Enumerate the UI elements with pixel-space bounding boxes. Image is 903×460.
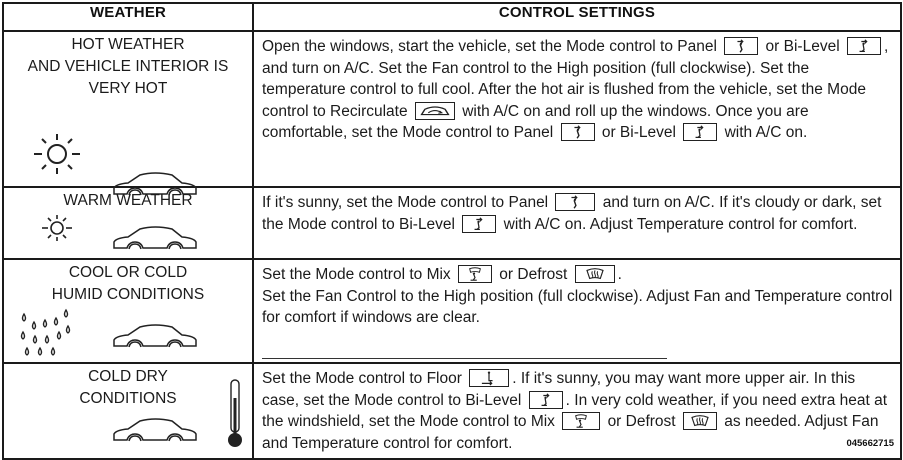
- table-header-row: [3, 3, 901, 31]
- settings-text: [262, 36, 894, 144]
- floor-mode-icon: [469, 369, 509, 387]
- settings-text-segment: or Bi-Level: [765, 38, 840, 55]
- car-icon: [110, 322, 200, 352]
- mix-mode-icon: [562, 412, 600, 430]
- car-icon: [110, 416, 200, 446]
- weather-cell-warm: [3, 187, 253, 259]
- settings-text-segment: . If it's sunny, you may want more upper air. In this case, set the Mode control to Bi-Level: [262, 370, 856, 409]
- settings-text-segment: Set the Mode control to Floor: [262, 370, 462, 387]
- panel-mode-icon: [724, 37, 758, 55]
- raindrops-icon: [18, 306, 74, 360]
- separator-line: [262, 358, 667, 359]
- settings-cell-warm: [253, 187, 901, 259]
- settings-text: [262, 192, 894, 235]
- weather-label: HOT WEATHER AND VEHICLE INTERIOR IS VERY HOT: [27, 36, 229, 97]
- sun-large-icon: [30, 130, 84, 178]
- settings-text-segment: Set the Mode control to Mix: [262, 266, 451, 283]
- settings-text-segment: or Defrost: [499, 266, 568, 283]
- sun-small-icon: [40, 212, 74, 244]
- settings-cell-hot: [253, 31, 901, 187]
- mix-mode-icon: [458, 265, 492, 283]
- settings-text: [262, 264, 894, 329]
- table-row: [3, 187, 901, 259]
- defrost-mode-icon: [683, 412, 717, 430]
- panel-mode-icon: [561, 123, 595, 141]
- settings-text-segment: .: [617, 266, 622, 283]
- weather-label: COLD DRY CONDITIONS: [79, 368, 177, 407]
- settings-text-segment: with A/C on.: [724, 124, 808, 141]
- settings-text-segment: Open the windows, start the vehicle, set the Mode control to Panel: [262, 38, 717, 55]
- weather-cell-cool: [3, 259, 253, 363]
- bilevel-mode-icon: [847, 37, 881, 55]
- weather-column-header: WEATHER: [3, 3, 253, 31]
- settings-text-segment: with A/C on and roll up the windows. Once you are comfortable, set the Mode control to Panel: [262, 102, 809, 141]
- weather-label: WARM WEATHER: [63, 192, 193, 209]
- bilevel-mode-icon: [529, 391, 563, 409]
- figure-reference-code: 045662715: [846, 437, 894, 449]
- settings-text-segment: . In very cold weather, if you need extra heat at the windshield, set the Mode control to Mix: [262, 391, 888, 430]
- settings-text-segment: or Bi-Level: [601, 124, 676, 141]
- defrost-mode-icon: [575, 265, 615, 283]
- settings-cell-cold: [253, 363, 901, 459]
- settings-text-segment: as needed. Adjust Fan and Temperature control for comfort.: [262, 413, 879, 452]
- table-row: [3, 31, 901, 187]
- settings-column-header: CONTROL SETTINGS: [253, 3, 901, 31]
- car-icon: [110, 224, 200, 254]
- weather-cell-cold: [3, 363, 253, 459]
- table-row: [3, 363, 901, 459]
- settings-text: [262, 368, 894, 454]
- panel-mode-icon: [555, 193, 595, 211]
- settings-text-segment: and turn on A/C. If it's cloudy or dark, set the Mode control to Bi-Level: [262, 194, 882, 233]
- thermometer-icon: [226, 378, 244, 450]
- table-row: [3, 259, 901, 363]
- settings-text-segment: Set the Fan Control to the High position (full clockwise). Adjust Fan and Temperature control for comfort if windows are clear.: [262, 287, 893, 326]
- settings-text-segment: with A/C on. Adjust Temperature control for comfort.: [503, 215, 858, 233]
- climate-settings-table: [2, 2, 902, 460]
- settings-text-segment: If it's sunny, set the Mode control to Panel: [262, 194, 549, 211]
- bilevel-mode-icon: [462, 215, 496, 233]
- weather-cell-hot: [3, 31, 253, 187]
- settings-text-segment: or Defrost: [607, 413, 676, 430]
- recirculate-icon: [415, 102, 455, 120]
- settings-text-segment: , and turn on A/C. Set the Fan control to the High position (full clockwise). Set the temperature control to full cool. After the hot air is flushed from the vehicle, set the Mode control to Recirculate: [262, 38, 889, 120]
- bilevel-mode-icon: [683, 123, 717, 141]
- weather-label: COOL OR COLD HUMID CONDITIONS: [51, 264, 205, 303]
- settings-cell-cool: [253, 259, 901, 363]
